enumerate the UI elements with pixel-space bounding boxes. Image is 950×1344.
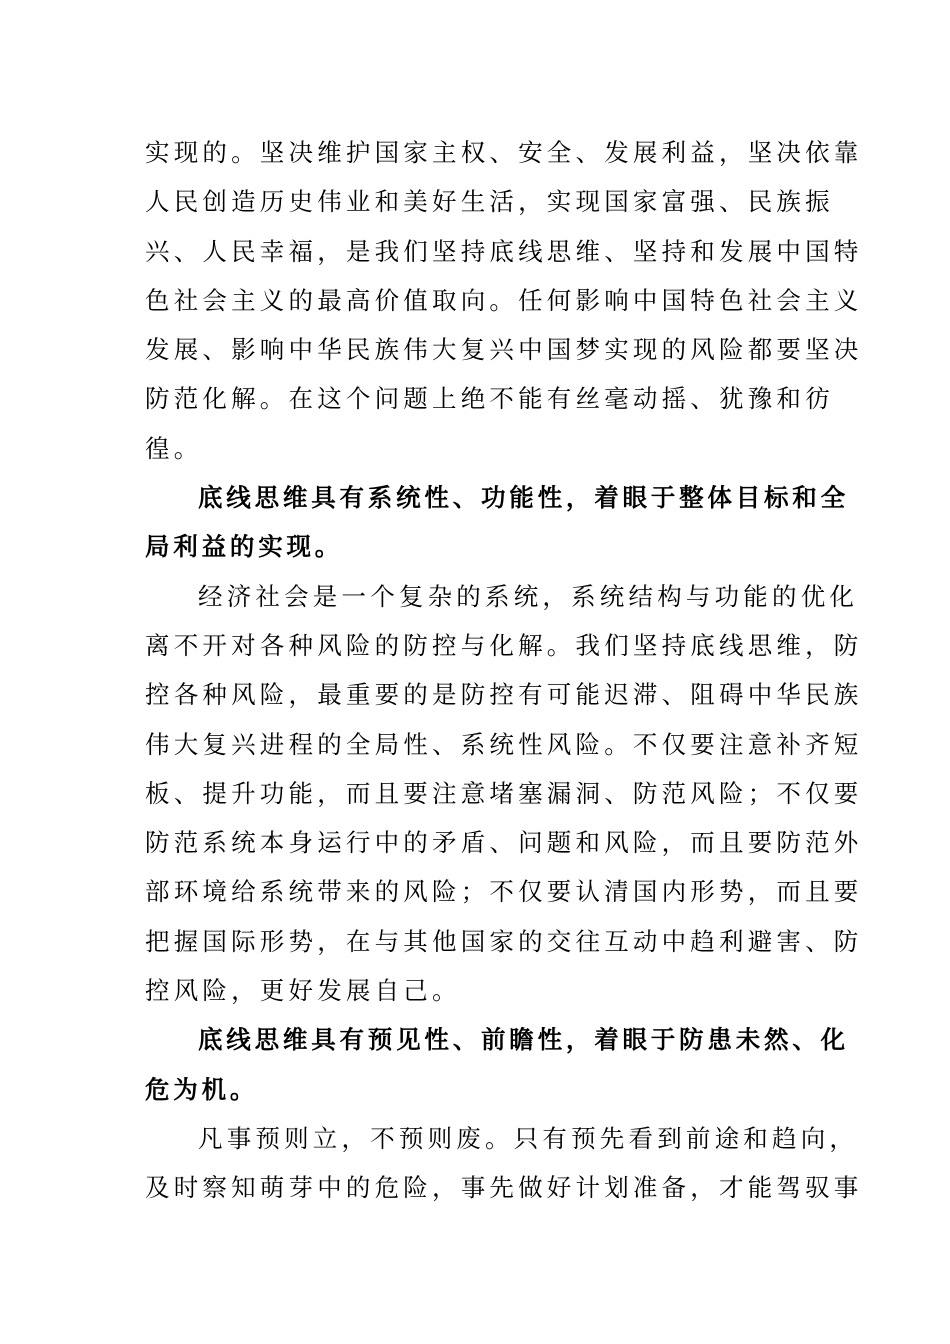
text-line: 防范系统本身运行中的矛盾、问题和风险，而且要防范外 (145, 828, 863, 858)
text-line: 徨。 (145, 433, 203, 463)
heading-line: 底线思维具有预见性、前瞻性，着眼于防患未然、化 (198, 1025, 849, 1055)
text-line: 兴、人民幸福，是我们坚持底线思维、坚持和发展中国特 (145, 236, 863, 266)
text-line: 伟大复兴进程的全局性、系统性风险。不仅要注意补齐短 (145, 729, 863, 759)
heading-line: 危为机。 (145, 1074, 259, 1104)
text-line: 部环境给系统带来的风险；不仅要认清国内形势，而且要 (145, 877, 863, 907)
section-heading-1 (145, 473, 849, 572)
document-body (145, 128, 863, 1213)
text-line: 把握国际形势，在与其他国家的交往互动中趋利避害、防 (145, 926, 863, 956)
section-heading-2 (145, 1015, 849, 1114)
text-line: 实现的。坚决维护国家主权、安全、发展利益，坚决依靠 (145, 138, 863, 167)
text-line: 发展、影响中华民族伟大复兴中国梦实现的风险都要坚决 (145, 335, 863, 365)
heading-line: 底线思维具有系统性、功能性，着眼于整体目标和全 (198, 483, 849, 513)
text-line: 控风险，更好发展自己。 (145, 976, 461, 1006)
text-line: 色社会主义的最高价值取向。任何影响中国特色社会主义 (145, 285, 863, 315)
text-line: 凡事预则立，不预则废。只有预先看到前途和趋向， (198, 1123, 859, 1153)
text-line: 防范化解。在这个问题上绝不能有丝毫动摇、犹豫和彷 (145, 384, 834, 414)
heading-line: 局利益的实现。 (145, 532, 344, 562)
text-line: 控各种风险，最重要的是防控有可能迟滞、阻碍中华民族 (145, 680, 863, 710)
text-line: 离不开对各种风险的防控与化解。我们坚持底线思维，防 (145, 630, 863, 660)
text-line: 经济社会是一个复杂的系统，系统结构与功能的优化 (198, 581, 859, 611)
paragraph-2 (145, 572, 863, 1016)
text-line: 及时察知萌芽中的危险，事先做好计划准备，才能驾驭事 (145, 1173, 863, 1203)
paragraph-3 (145, 1114, 863, 1213)
text-line: 人民创造历史伟业和美好生活，实现国家富强、民族振 (145, 187, 834, 217)
text-line: 板、提升功能，而且要注意堵塞漏洞、防范风险；不仅要 (145, 778, 863, 808)
paragraph-1 (145, 128, 863, 473)
